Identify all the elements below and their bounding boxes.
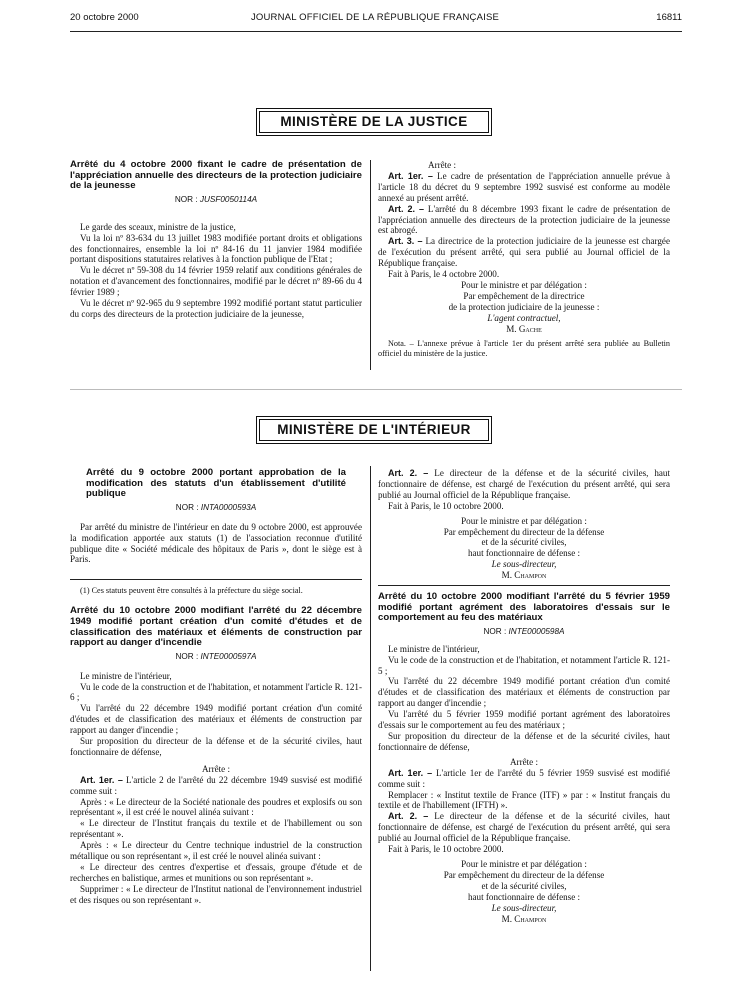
article-1: Art. 1er. – L'article 2 de l'arrêté du 22 décembre 1949 susvisé est modifié comme suit :: [70, 774, 362, 796]
signature-line: haut fonctionnaire de défense :: [467, 548, 581, 559]
signatory-name: M. Champon: [501, 913, 547, 924]
column-divider-justice: [370, 160, 371, 370]
article-2: Art. 2. – Le directeur de la défense et de la sécurité civiles, haut fonctionnaire de défense, est chargé de l'exécution du présent arrêté, qui sera publié au Journal officiel de la République française.: [378, 811, 670, 844]
signature-place-date: Fait à Paris, le 4 octobre 2000.: [388, 269, 500, 280]
signature-place-date: Fait à Paris, le 10 octobre 2000.: [388, 844, 504, 855]
nor-reference: NOR : INTA0000593A: [175, 502, 257, 512]
page-number: 16811: [656, 12, 682, 23]
paragraph: Supprimer : « Le directeur de l'Institut national de l'environnement industriel et des risques ou son représentant ».: [70, 883, 362, 905]
paragraph: Le ministre de l'intérieur,: [80, 670, 172, 681]
justice-right-column: [378, 160, 670, 359]
signatory-name: M. Champon: [501, 570, 547, 581]
nor-reference: NOR : INTE0000598A: [483, 626, 565, 636]
signature-line: Le sous-directeur,: [491, 559, 557, 570]
signature-line: Pour le ministre et par délégation :: [461, 858, 587, 869]
article-1: Art. 1er. – Le cadre de présentation de l'appréciation annuelle prévue à l'article 18 du décret du 9 septembre 1992 susvisé est conforme au modèle annexé au présent arrêté.: [378, 170, 670, 203]
decree-title: Arrêté du 9 octobre 2000 portant approbation de la modification des statuts d'un établissement d'utilité publique: [86, 467, 346, 500]
issue-date: 20 octobre 2000: [70, 12, 139, 23]
paragraph: Remplacer : « Institut textile de France (ITF) » par : « Institut français du textile et de l'habillement (IFTH) ».: [378, 789, 670, 811]
journal-title: JOURNAL OFFICIEL DE LA RÉPUBLIQUE FRANÇAISE: [250, 12, 500, 23]
signature-line: Pour le ministre et par délégation :: [461, 515, 587, 526]
nota: Nota. – L'annexe prévue à l'article 1er du présent arrêté sera publiée au Bulletin officiel du ministère de la justice.: [378, 338, 670, 358]
arrete-heading: Arrête :: [201, 763, 231, 774]
paragraph: Après : « Le directeur du Centre technique industriel de la construction métallique ou son représentant », il est créé le nouvel alinéa suivant :: [70, 840, 362, 862]
interieur-left-column: [70, 468, 362, 906]
signature-line: Par empêchement du directeur de la défense: [443, 526, 605, 537]
signature-line: Pour le ministre et par délégation :: [461, 279, 587, 290]
article-2: Art. 2. – Le directeur de la défense et de la sécurité civiles, haut fonctionnaire de défense, est chargé de l'exécution du présent arrêté, qui sera publié au Journal officiel de la République française.: [378, 468, 670, 500]
signature-line: Par empêchement de la directrice: [463, 290, 585, 301]
signature-line: Le sous-directeur,: [491, 902, 557, 913]
paragraph: Vu le décret nº 59-308 du 14 février 1959 relatif aux conditions générales de notation et d'avancement des fonctionnaires, modifié par le décret nº 89-66 du 4 février 1989 ;: [70, 265, 362, 298]
paragraph: Par arrêté du ministre de l'intérieur en date du 9 octobre 2000, est approuvée la modification apportée aux statuts (1) de l'association reconnue d'utilité publique dite « Société médicale des hôpitaux de Paris », dont le siège est à Paris.: [70, 521, 362, 565]
section-rule: [70, 389, 682, 390]
footnote: (1) Ces statuts peuvent être consultés à la préfecture du siège social.: [80, 586, 303, 596]
ministry-title-interieur: MINISTÈRE DE L'INTÉRIEUR: [259, 419, 489, 441]
paragraph: Vu l'arrêté du 22 décembre 1949 modifié portant création d'un comité d'études et de classification des matériaux et éléments de construction par rapport au danger d'incendie ;: [70, 703, 362, 736]
paragraph: Sur proposition du directeur de la défense et de la sécurité civiles, haut fonctionnaire de défense,: [378, 731, 670, 752]
ministry-box-interieur: [256, 416, 492, 444]
signature-line: et de la sécurité civiles,: [481, 880, 567, 891]
paragraph: Le garde des sceaux, ministre de la justice,: [80, 221, 236, 232]
paragraph: Sur proposition du directeur de la défense et de la sécurité civiles, haut fonctionnaire de défense,: [70, 736, 362, 757]
signature-line: L'agent contractuel,: [487, 312, 561, 323]
decree-title: Arrêté du 4 octobre 2000 fixant le cadre de présentation de l'appréciation annuelle des directeurs de la protection judiciaire de la jeunesse: [70, 159, 362, 192]
paragraph: Vu le code de la construction et de l'habitation, et notamment l'article R. 121-5 ;: [378, 654, 670, 676]
paragraph: Vu le code de la construction et de l'habitation, et notamment l'article R. 121-6 ;: [70, 681, 362, 703]
interieur-right-column: [378, 468, 670, 924]
signature-line: de la protection judiciaire de la jeunesse :: [448, 301, 600, 312]
article-1: Art. 1er. – L'article 1er de l'arrêté du 5 février 1959 susvisé est modifié comme suit :: [378, 767, 671, 789]
paragraph: Vu l'arrêté du 5 février 1959 modifié portant agrément des laboratoires d'essais sur le comportement au feu des matériaux ;: [378, 709, 670, 731]
arrete-heading: Arrête :: [428, 160, 457, 170]
page-header: [70, 8, 682, 30]
signature-line: haut fonctionnaire de défense :: [467, 891, 581, 902]
decree-title: Arrêté du 10 octobre 2000 modifiant l'arrêté du 5 février 1959 modifié portant agrément des laboratoires d'essais sur le comportement au feu des matériaux: [378, 591, 670, 624]
paragraph: Le ministre de l'intérieur,: [388, 643, 480, 654]
paragraph: « Le directeur de l'Institut français du textile et de l'habillement ou son représentant ».: [70, 818, 362, 840]
signature-line: Par empêchement du directeur de la défense: [443, 869, 605, 880]
nor-reference: NOR : JUSF0050114A: [174, 194, 258, 204]
paragraph: Après : « Le directeur de la Société nationale des poudres et explosifs ou son représentant », il est créé le nouvel alinéa suivant :: [70, 796, 362, 818]
column-divider-interieur: [370, 466, 371, 971]
paragraph: Vu le décret nº 92-965 du 9 septembre 1992 modifié portant statut particulier du corps des directeurs de la protection judiciaire de la jeunesse,: [70, 298, 362, 319]
arrete-heading: Arrête :: [509, 756, 539, 767]
justice-left-column: [70, 160, 362, 320]
signature-place-date: Fait à Paris, le 10 octobre 2000.: [388, 500, 504, 511]
ministry-title-justice: MINISTÈRE DE LA JUSTICE: [259, 111, 489, 133]
article-3: Art. 3. – La directrice de la protection judiciaire de la jeunesse est chargée de l'exécution du présent arrêté, qui sera publié au Journal officiel de la République française.: [378, 236, 670, 269]
paragraph: Vu l'arrêté du 22 décembre 1949 modifié portant création d'un comité d'études et de classification des matériaux et éléments de construction par rapport au danger d'incendie ;: [378, 676, 670, 709]
paragraph: Vu la loi nº 83-634 du 13 juillet 1983 modifiée portant droits et obligations des fonctionnaires, ensemble la loi nº 84-16 du 11 janvier 1984 modifiée portant dispositions statutaires relatives à la fonction publique de l'Etat ;: [70, 232, 362, 265]
paragraph: « Le directeur des centres d'expertise et d'essais, groupe d'étude et de recherches en balistique, armes et munitions ou son représentant ».: [70, 862, 362, 883]
signatory-name: M. Gache: [506, 323, 542, 334]
header-rule: [70, 31, 682, 32]
decree-title: Arrêté du 10 octobre 2000 modifiant l'arrêté du 22 décembre 1949 modifié portant création d'un comité d'études et de classification des matériaux et éléments de construction par rapport au danger d'incendie: [70, 605, 362, 649]
ministry-box-justice: [256, 108, 492, 136]
signature-line: et de la sécurité civiles,: [481, 537, 567, 548]
nor-reference: NOR : INTE0000597A: [175, 651, 257, 661]
article-2: Art. 2. – L'arrêté du 8 décembre 1993 fixant le cadre de présentation de l'appréciation annuelle des directeurs de la protection judiciaire de la jeunesse est abrogé.: [378, 203, 671, 236]
